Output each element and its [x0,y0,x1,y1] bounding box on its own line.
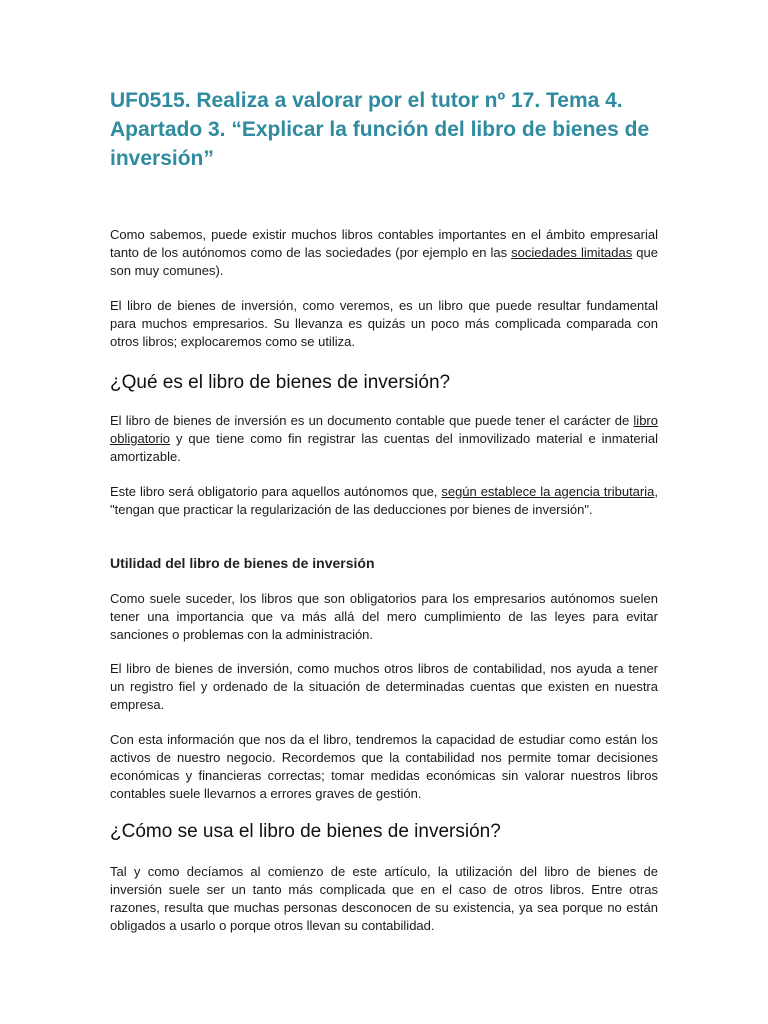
intro-p1-text-before: Como sabemos, puede existir muchos libros contables importantes en el ámbito empresarial tanto de los autónomos como de las sociedades (por ejemplo en las [110,227,658,260]
section2-paragraph-1: Tal y como decíamos al comienzo de este artículo, la utilización del libro de bienes de inversión suele ser un tanto más complicada que en el caso de otros libros. Entre otras razones, resulta que muchas personas desconocen de su existencia, ya sea porque no están obligados a usarlo o porque otros llevan su contabilidad. [110,864,658,933]
section1-paragraph-1 [110,412,658,466]
subsection-paragraph-1: Como suele suceder, los libros que son obligatorios para los empresarios autónomos suelen tener una importancia que va más allá del mero cumplimiento de las leyes para evitar sanciones o problemas con la administración. [110,591,658,642]
agencia-tributaria-link[interactable]: según establece la agencia tributaria [441,484,655,499]
intro-paragraph-1 [110,226,658,280]
section1-paragraph-2 [110,483,658,519]
section1-p1-text-after: y que tiene como fin registrar las cuentas del inmovilizado material e inmaterial amortizable. [110,431,658,464]
document-title: UF0515. Realiza a valorar por el tutor nº 17. Tema 4. Apartado 3. “Explicar la función del libro de bienes de inversión” [110,89,650,170]
section1-p2-text-after: , "tengan que practicar la regularización de las deducciones por bienes de inversión". [110,484,658,517]
libro-obligatorio-link[interactable]: libro obligatorio [110,413,658,446]
sociedades-limitadas-link[interactable]: sociedades limitadas [511,245,633,260]
section-heading-que-es: ¿Qué es el libro de bienes de inversión? [110,372,451,393]
intro-p1-text-after: que son muy comunes). [110,245,658,278]
subsection-paragraph-2: El libro de bienes de inversión, como muchos otros libros de contabilidad, nos ayuda a tener un registro fiel y ordenado de la situación de determinadas cuentas que existen en nuestra empresa. [110,661,658,712]
subsection-heading-utilidad: Utilidad del libro de bienes de inversión [110,555,375,571]
section1-p2-text-before: Este libro será obligatorio para aquellos autónomos que, [110,484,442,499]
subsection-paragraph-3: Con esta información que nos da el libro, tendremos la capacidad de estudiar como están los activos de nuestro negocio. Recordemos que la contabilidad nos permite tomar decisiones económicas y financieras correctas; tomar medidas económicas sin valorar nuestros libros contables suele llevarnos a errores graves de gestión. [110,732,658,801]
intro-paragraph-2: El libro de bienes de inversión, como veremos, es un libro que puede resultar fundamental para muchos empresarios. Su llevanza es quizás un poco más complicada comparada con otros libros; explocaremos como se utiliza. [110,298,658,349]
section1-p1-text-before: El libro de bienes de inversión es un documento contable que puede tener el carácter de [110,413,634,428]
section-heading-como-se-usa: ¿Cómo se usa el libro de bienes de inversión? [110,821,501,842]
